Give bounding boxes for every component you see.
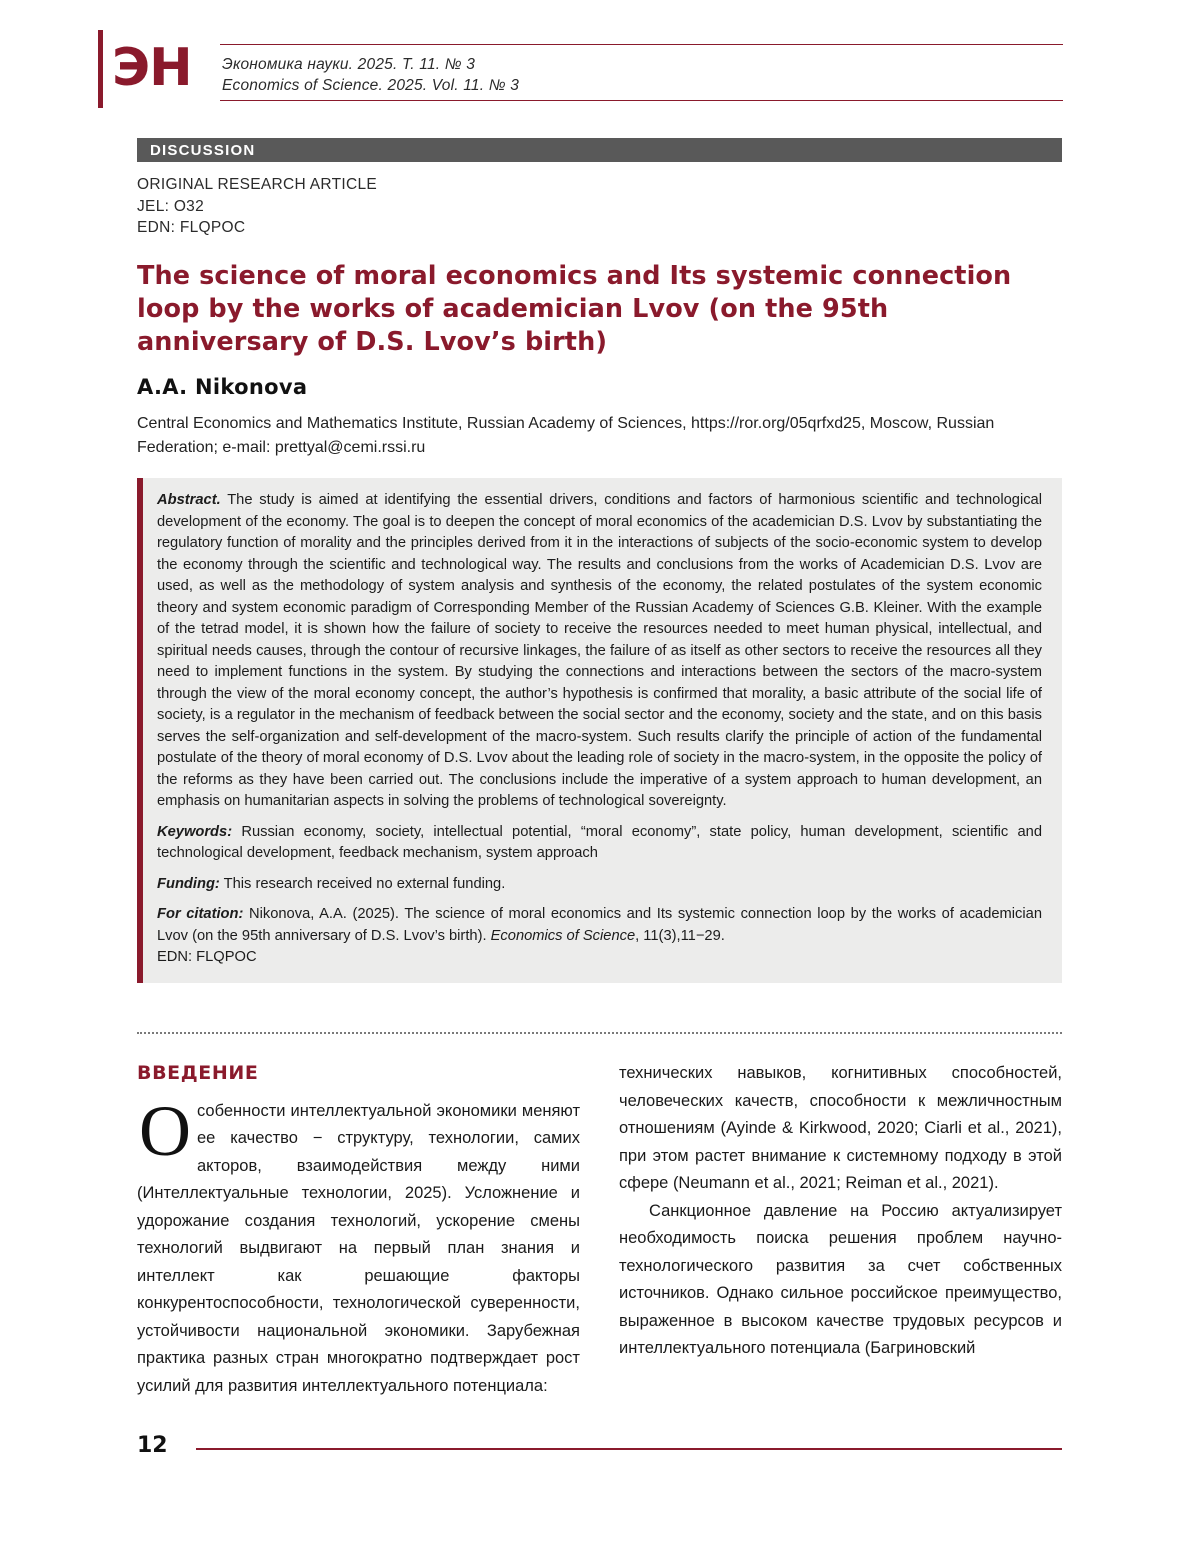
citation-paragraph: [157, 904, 1042, 969]
footer-rule: [196, 1448, 1062, 1450]
header-rule-top: [220, 44, 1063, 45]
citation-edn: EDN: FLQPOC: [157, 949, 257, 965]
journal-logo: ЭН: [112, 38, 192, 98]
section-banner: [137, 138, 1062, 162]
section-heading-introduction: ВВЕДЕНИЕ: [137, 1062, 259, 1084]
citation-text: Nikonova, A.A. (2025). The science of moral economics and Its systemic connection loop by the works of academician Lvov (on the 95th anniversary of D.S. Lvov’s birth).: [157, 906, 1042, 944]
intro-paragraph-left-text: собенности интеллектуальной экономики меняют ее качество − структуру, технологии, самих акторов, взаимодействия между ними (Интеллектуальные технологии, 2025). Усложнение и удорожание создания технологий, ускорение смены технологий выдвигают на первый план знания и интеллект как решающие факторы конкурентоспособности, технологической суверенности, устойчивости национальной экономики. Зарубежная практика разных стран многократно подтверждает рост усилий для развития интеллектуального потенциала:: [137, 1101, 580, 1395]
intro-paragraph-left: [137, 1090, 580, 1401]
citation-label: For citation:: [157, 906, 244, 922]
author-affiliation: Central Economics and Mathematics Institute, Russian Academy of Sciences, https://ror.org/05qrfxd25, Moscow, Russian Federation; e-mail: prettyal@cemi.rssi.ru: [137, 415, 995, 456]
intro-paragraph-right-2: Санкционное давление на Россию актуализирует необходимость поиска решения проблем научно-технологического развития за счет собственных источников. Однако сильное российское преимущество, выраженное в высоком качестве трудовых ресурсов и интеллектуального потенциала (Багриновский: [619, 1201, 1062, 1357]
edn-code: EDN: FLQPOC: [137, 219, 246, 236]
abstract-label: Abstract.: [157, 492, 221, 508]
keywords-label: Keywords:: [157, 823, 233, 840]
page-title: The science of moral economics and Its systemic connection loop by the works of academician Lvov (on the 95th anniversary of D.S. Lvov’s birth): [137, 261, 1012, 357]
funding-text: This research received no external funding.: [223, 875, 506, 892]
section-divider: [137, 1032, 1062, 1034]
page-number: 12: [137, 1433, 168, 1458]
journal-title-en: Economics of Science. 2025. Vol. 11. № 3: [222, 77, 520, 94]
citation-journal: Economics of Science: [490, 927, 636, 944]
drop-cap: О: [139, 1090, 191, 1171]
author-name: A.A. Nikonova: [137, 375, 308, 399]
article-type: ORIGINAL RESEARCH ARTICLE: [137, 176, 378, 193]
intro-paragraph-right-1: технических навыков, когнитивных способностей, человеческих качеств, способности к межличностным отношениям (Ayinde & Kirkwood, 2020; Ciarli et al., 2021), при этом растет внимание к системному подходу в этой сфере (Neumann et al., 2021; Reiman et al., 2021).: [619, 1064, 1062, 1192]
body-column-right: [619, 1060, 1062, 1363]
journal-title-ru: Экономика науки. 2025. Т. 11. № 3: [222, 56, 476, 73]
abstract-box: [143, 478, 1062, 983]
logo-accent-bar: [98, 30, 103, 108]
citation-locator: , 11(3),11−29.: [635, 927, 725, 944]
page-header: [98, 30, 1063, 108]
funding-label: Funding:: [157, 875, 220, 892]
keywords-paragraph: [157, 822, 1042, 865]
body-column-left: [137, 1060, 580, 1400]
article-meta: [137, 174, 377, 239]
keywords-text: Russian economy, society, intellectual potential, “moral economy”, state policy, human development, scientific and technological development, feedback mechanism, system approach: [157, 823, 1043, 861]
abstract-section: [137, 478, 1062, 983]
header-rule-bottom: [220, 100, 1063, 101]
section-banner-label: DISCUSSION: [150, 142, 256, 159]
abstract-paragraph: [157, 490, 1042, 813]
abstract-text: The study is aimed at identifying the essential drivers, conditions and factors of harmonious scientific and technological development of the economy. The goal is to deepen the concept of moral economics of the academician D.S. Lvov by substantiating the regulatory function of morality and the principles derived from it in the interactions of subjects of the socio-economic system to develop the economy through the scientific and technological way. The results and conclusions from the works of Academician D.S. Lvov are used, as well as the methodology of system analysis and synthesis of the economy, the related postulates of the system economic theory and system economic paradigm of Corresponding Member of the Russian Academy of Sciences G.B. Kleiner. With the example of the tetrad model, it is shown how the failure of society to receive the resources needed to meet human physical, intellectual, and spiritual needs causes, through the contour of recursive linkages, the failure of as itself as other sectors to receive the resources all they need to implement functions in the system. By studying the connections and interactions between the sectors of the macro-system through the view of the moral economy concept, the author’s hypothesis is confirmed that morality, a basic attribute of the social life of society, is a regulator in the mechanism of feedback between the social sector and the economy, society and the state, and on this basis serves the self-organization and self-development of the macro-system. Such results clarify the principle of action of the fundamental postulate of the theory of moral economy of D.S. Lvov about the leading role of society in the macro-system, in the opposite the policy of the reforms as they have been carried out. The conclusions include the imperative of a system approach to human development, an emphasis on humanitarian aspects in solving the problems of technological sovereignty.: [157, 492, 1042, 809]
abstract-accent-bar: [137, 478, 143, 983]
funding-paragraph: [157, 874, 1042, 896]
jel-code: JEL: O32: [137, 197, 205, 215]
journal-info: [222, 54, 519, 96]
